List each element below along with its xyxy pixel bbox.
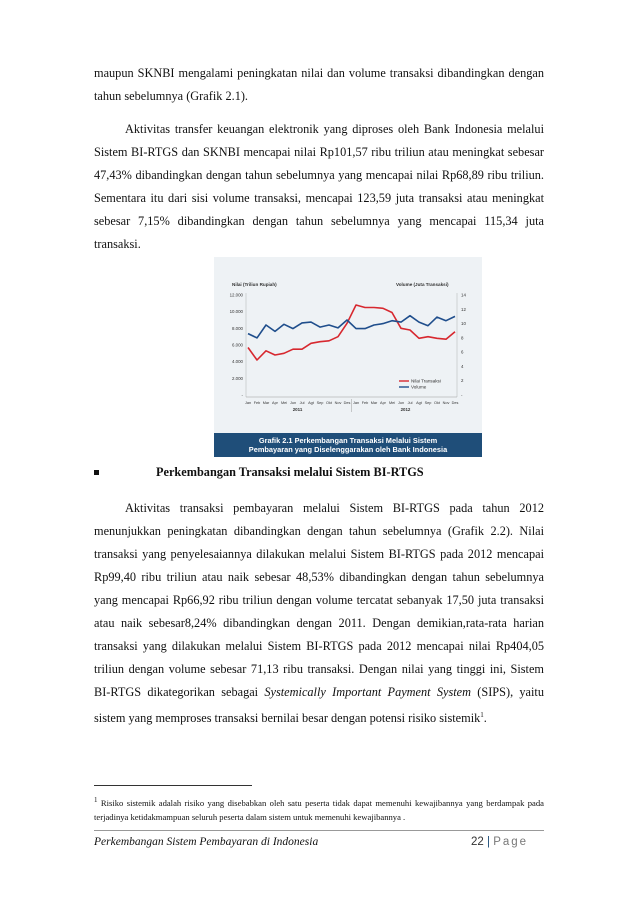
right-tick-label: 4: [461, 363, 464, 369]
x-tick-label: Mei: [280, 401, 288, 405]
footer-page-number: 22: [471, 836, 484, 848]
year-label: 2012: [400, 407, 411, 412]
x-tick-label: Mar: [370, 401, 378, 405]
x-tick-label: Nov: [334, 401, 342, 405]
x-tick-label: Sep: [316, 401, 324, 405]
chart-figure: [214, 257, 482, 457]
paragraph-rtgs-end: .: [483, 711, 487, 726]
chart-caption: [214, 433, 482, 457]
footer-separator: |: [487, 836, 490, 848]
x-tick-label: Mar: [262, 401, 270, 405]
series-line-nilai-transaksi: [248, 305, 455, 360]
left-tick-label: 8.000: [232, 325, 243, 331]
paragraph-rtgs-text-after: (SIPS), yaitu sistem yang memproses transaksi bernilai besar dengan potensi risiko sistemik: [94, 685, 544, 726]
paragraph-transfer: [94, 118, 544, 256]
footer-title: Perkembangan Sistem Pembayaran di Indonesia: [94, 836, 319, 848]
x-tick-label: Apr: [272, 401, 278, 405]
footnote: [94, 793, 544, 824]
right-tick-label: 12: [461, 306, 466, 312]
left-tick-label: 10.000: [229, 309, 243, 315]
bullet-square-icon: [94, 470, 99, 475]
left-tick-label: 2.000: [232, 375, 243, 381]
right-tick-label: 2: [461, 378, 464, 384]
paragraph-intro: [94, 62, 544, 108]
left-tick-label: -: [241, 392, 243, 398]
x-tick-label: Agt: [308, 401, 314, 405]
paragraph-rtgs: [94, 497, 544, 730]
footnote-text: Risiko sistemik adalah risiko yang disebabkan oleh satu peserta tidak dapat memenuhi kewajibannya yang berdampak pada terjadinya ketidakmampuan seluruh peserta dalam sistem untuk memenuhi kewajibannya .: [94, 797, 544, 822]
left-axis-title: Nilai (Triliun Rupiah): [232, 282, 277, 287]
footer-page: [471, 836, 528, 848]
right-tick-label: 8: [461, 335, 464, 341]
footnote-rule: [94, 785, 252, 786]
chart-legend: [399, 379, 441, 390]
right-tick-label: -: [461, 392, 463, 398]
x-tick-label: Jan: [352, 401, 360, 405]
footnote-number: 1: [94, 796, 98, 804]
x-tick-label: Feb: [361, 401, 369, 405]
paragraph-rtgs-italic-term: Systemically Important Payment System: [264, 685, 471, 699]
x-tick-label: Jun: [289, 401, 297, 405]
right-tick-label: 10: [461, 321, 466, 327]
x-tick-label: Jul: [299, 401, 305, 405]
x-tick-label: Nov: [442, 401, 450, 405]
paragraph-intro-text: maupun SKNBI mengalami peningkatan nilai dan volume transaksi dibandingkan dengan tahun sebelumnya (Grafik 2.1).: [94, 66, 544, 103]
chart-svg: [214, 257, 482, 433]
footer-page-word: Page: [493, 836, 529, 848]
legend-label-nilai: Nilai Transaksi: [411, 378, 441, 384]
x-tick-label: Jul: [407, 401, 413, 405]
x-tick-label: Apr: [380, 401, 386, 405]
paragraph-transfer-text: Aktivitas transfer keuangan elektronik yang diproses oleh Bank Indonesia melalui Sistem BI-RTGS dan SKNBI mencapai nilai Rp101,57 ribu triliun atau meningkat sebesar 47,43% dibandingkan dengan tahun sebelumnya yang mencapai nilai Rp68,89 ribu triliun. Sementara itu dari sisi volume transaksi, mencapai 123,59 juta transaksi atau meningkat sebesar 7,15% dibandingkan dengan tahun sebelumnya yang mencapai 115,34 juta transaksi.: [94, 122, 544, 251]
x-tick-label: Agt: [416, 401, 422, 405]
paragraph-rtgs-text: Aktivitas transaksi pembayaran melalui Sistem BI-RTGS pada tahun 2012 menunjukkan peningkatan dibandingkan dengan tahun sebelumnya (Grafik 2.2). Nilai transaksi yang penyelesaiannya dilakukan melalui Sistem BI-RTGS pada 2012 mencapai Rp99,40 ribu triliun atau naik sebesar 48,53% dibandingkan dengan tahun sebelumnya yang mencapai Rp66,92 ribu triliun dengan volume tercatat sebanyak 17,50 juta transaksi atau naik sebesar8,24% dibandingkan dengan 2011. Dengan demikian,rata-rata harian transaksi yang dilakukan melalui Sistem BI-RTGS pada 2012 mencapai nilai Rp404,05 triliun dengan volume sebesar 71,13 ribu transaksi. Dengan nilai yang tinggi ini, Sistem BI-RTGS dikategorikan sebagai: [94, 501, 544, 699]
x-tick-label: Jun: [397, 401, 405, 405]
left-tick-label: 6.000: [232, 342, 243, 348]
section-heading: Perkembangan Transaksi melalui Sistem BI-RTGS: [156, 465, 424, 479]
x-tick-label: Sep: [424, 401, 432, 405]
footnote-ref[interactable]: 1: [480, 711, 484, 719]
legend-label-volume: Volume: [411, 384, 427, 390]
x-tick-label: Jan: [244, 401, 252, 405]
footer-rule: [94, 830, 544, 831]
x-tick-label: Mei: [388, 401, 396, 405]
chart-caption-line1: Grafik 2.1 Perkembangan Transaksi Melalui Sistem: [258, 436, 438, 445]
x-tick-label: Des: [343, 401, 351, 405]
left-tick-label: 4.000: [232, 359, 243, 365]
chart-caption-line2: Pembayaran yang Diselenggarakan oleh Bank Indonesia: [248, 445, 448, 454]
year-label: 2011: [292, 407, 303, 412]
x-tick-label: Okt: [326, 401, 332, 405]
right-tick-label: 14: [461, 292, 466, 298]
x-tick-label: Okt: [434, 401, 440, 405]
left-tick-label: 12.000: [229, 292, 243, 298]
series-line-volume: [248, 316, 455, 338]
right-tick-label: 6: [461, 349, 464, 355]
x-tick-label: Feb: [253, 401, 261, 405]
right-axis-title: Volume (Juta Transaksi): [396, 282, 449, 287]
x-tick-label: Des: [451, 401, 459, 405]
